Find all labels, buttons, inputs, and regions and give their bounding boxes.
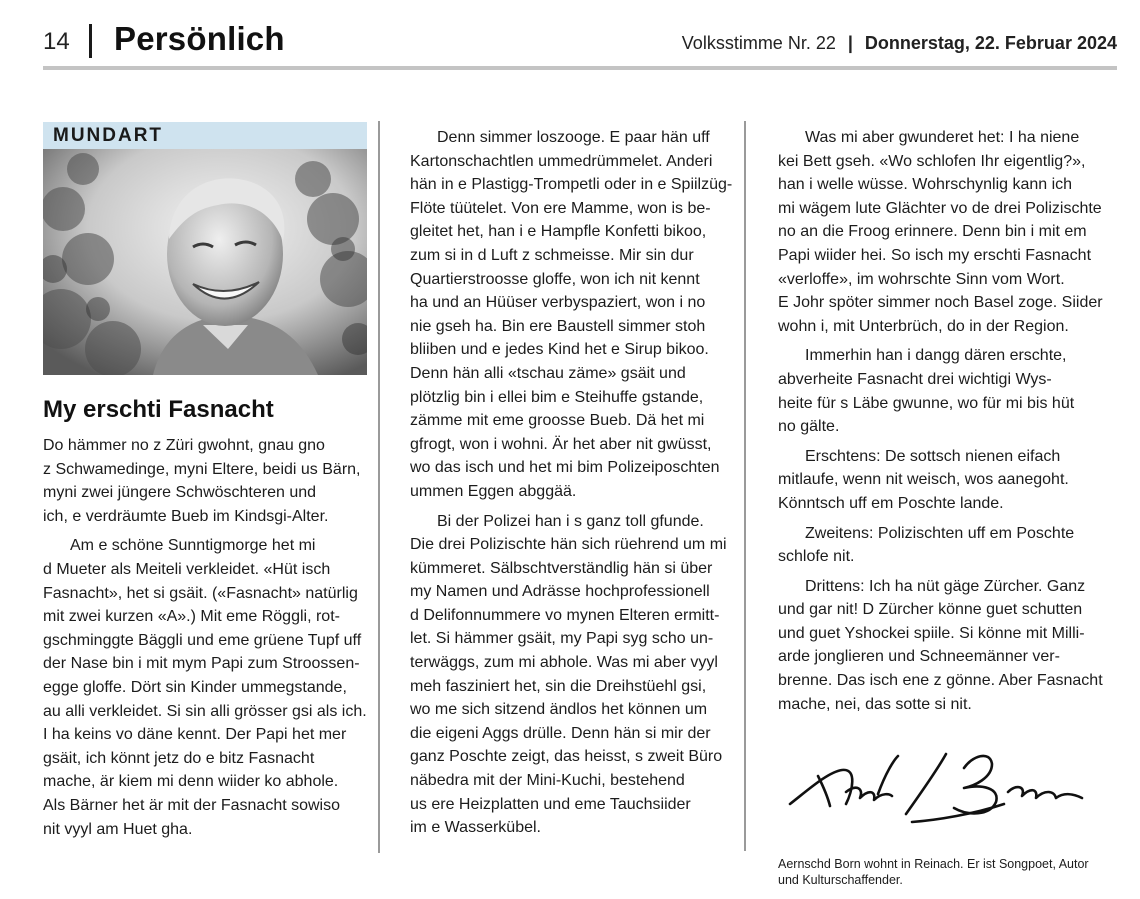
author-signature: [778, 732, 1114, 844]
column-divider-1: [378, 121, 380, 853]
article-column-2: [410, 126, 740, 846]
article-paragraph: Was mi aber gwunderet het: I ha niene kei Bett gseh. «Wo schlofen Ihr eigentlig?», han i welle wüsse. Wohrschynlig kann ich mi wägem lute Glächter vo de drei Polizischte no an die Froog erinnere. Denn bin i mit em Papi wiider hei. So isch my erschti Fasnacht «verloffe», im wohrschte Sinn vom Wort. E Johr spöter simmer noch Basel zoge. Siider wohn i, mit Unterbrüch, do in der Region.: [778, 129, 1103, 335]
publication-date: Donnerstag, 22. Februar 2024: [864, 33, 1117, 53]
article-paragraph: Immerhin han i dangg dären erschte, abverheite Fasnacht drei wichtigi Wys- heite für s Läbe gwunne, wo für mi bis hüt no gälte.: [778, 347, 1075, 436]
article-paragraph: Am e schöne Sunntigmorge het mi d Mueter als Meiteli verkleidet. «Hüt isch Fasnacht», het si gsäit. («Fasnacht» natürlig mit zwei kurzen «A».) Mit eme Röggli, rot- gschminggte Bäggli und eme grüene Tupf uff der Nase bin i mit mym Papi zum Stroossen- egge gloffe. Dört sin Kinder ummegstande, au alli verkleidet. Si sin alli grösser gsi als ich. I ha keins vo däne kennt. Der Papi het mer gsäit, ich könnt jetz do e bitz Fasnacht mache, är kiem mi denn wiider ko abhole. Als Bärner het är mit der Fasnacht sowiso nit vyyl am Huet gha.: [43, 537, 367, 838]
header-divider: [89, 24, 92, 58]
publication-separator: |: [847, 33, 853, 53]
kicker-label: MUNDART: [43, 122, 367, 149]
author-note: Aernschd Born wohnt in Reinach. Er ist Songpoet, Autor und Kulturschaffender.: [778, 857, 1089, 888]
article-column-3: [778, 126, 1114, 888]
article-column-1: [43, 122, 367, 847]
article-paragraph: Zweitens: Polizischten uff em Poschte schlofe nit.: [778, 524, 1075, 566]
article-paragraph: Erschtens: De sottsch nienen eifach mitlaufe, wenn nit weisch, wos aanegoht. Könntsch uff em Poschte lande.: [778, 447, 1069, 512]
article-paragraph: Do hämmer no z Züri gwohnt, gnau gno z Schwamedinge, myni Eltere, beidi us Bärn, myni zwei jüngere Schwöschteren und ich, e verdräumte Bueb im Kindsgi-Alter.: [43, 437, 361, 525]
article-headline: My erschti Fasnacht: [43, 396, 274, 423]
publication-name: Volksstimme Nr. 22: [681, 33, 836, 53]
article-paragraph: Denn simmer loszooge. E paar hän uff Kartonschachtlen ummedrümmelet. Anderi hän in e Plastigg-Trompetli oder in e Spiilzüg- Flöte tüütelet. Von ere Mamme, won is be- gleitet het, han i e Hampfle Konfetti bikoo, zum si in d Luft z schmeisse. Mir sin dur Quartierstroosse gloffe, won ich nit kennt ha und an Hüüser verbyspaziert, won i no nie gseh ha. Bin ere Baustell simmer stoh bliiben und e jedes Kind het e Sirup bikoo. Denn hän alli «tschau zäme» gsäit und plötzlig bin i ellei bim e Steihuffe gstande, zämme mit eme groosse Bueb. Dä het mi gfrogt, won i wohni. Är het aber nit gwüsst, wo das isch und het mi bim Polizeiposchten ummen Eggen abggää.: [410, 129, 733, 500]
section-title: Persönlich: [114, 20, 285, 57]
article-paragraph: Drittens: Ich ha nüt gäge Zürcher. Ganz und gar nit! D Zürcher könne guet schutten und guet Yshockei spiile. Si könne mit Milli- arde jonglieren und Schneemänner ver- brenne. Das isch ene z gönne. Aber Fasnacht mache, nei, das sotte si nit.: [778, 577, 1103, 713]
column-divider-2: [744, 121, 746, 851]
author-photo: [43, 149, 367, 375]
page-number: 14: [43, 28, 70, 55]
page-header: [43, 18, 1117, 62]
header-rule: [43, 66, 1117, 70]
publication-info: [682, 33, 1117, 54]
article-paragraph: Bi der Polizei han i s ganz toll gfunde. Die drei Polizischte hän sich rüehrend um mi kümmeret. Sälbschtverständlig hän si über my Namen und Adrässe hochprofessionell d Delifonnummere vo mynen Elteren ermitt- let. Si hämmer gsäit, my Papi syg scho un- terwäggs, zum mi abhole. Was mi aber vyyl meh fasziniert het, sin die Dreihstüehl gsi, wo me sich sitzend ändlos het können um die eigeni Aggs drülle. Denn hän si mir der ganz Poschte zeigt, das heisst, s zweit Büro näbedra mit der Mini-Kuchi, bestehend us ere Heizplatten und eme Tauchsiider im e Wasserkübel.: [410, 512, 727, 837]
